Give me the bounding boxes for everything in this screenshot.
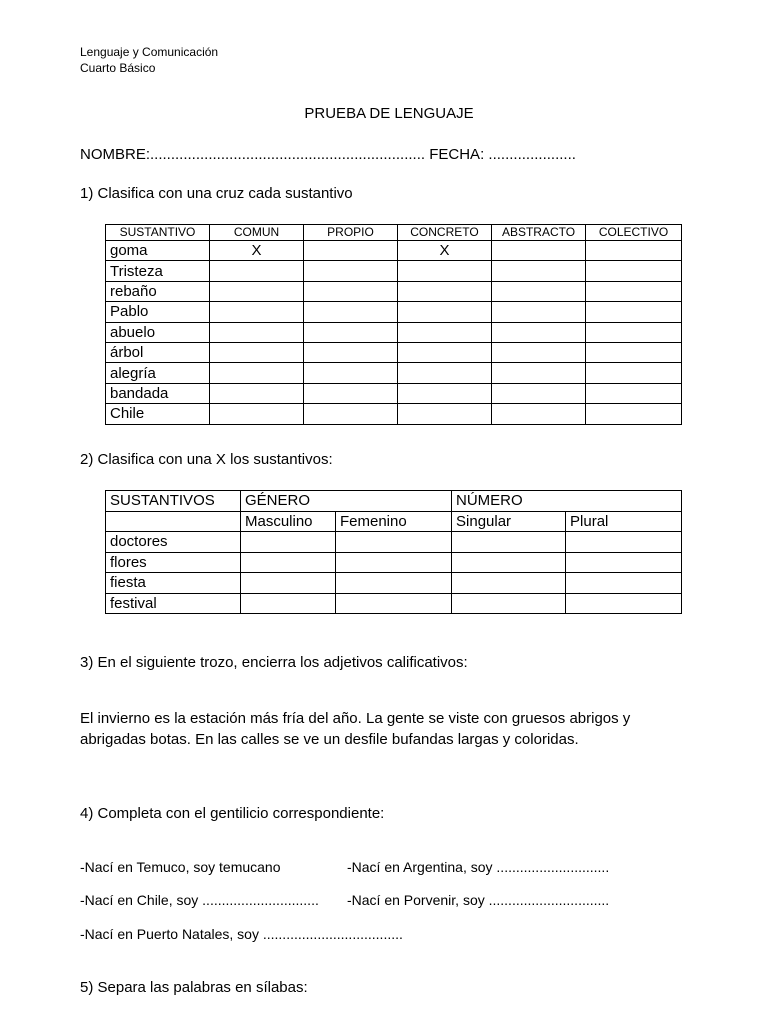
mark-cell[interactable] (304, 404, 398, 424)
mark-cell[interactable] (210, 281, 304, 301)
mark-cell[interactable] (210, 261, 304, 281)
table-row (106, 532, 682, 553)
mark-cell[interactable] (398, 261, 492, 281)
q1-prompt: 1) Clasifica con una cruz cada sustantivo (80, 185, 353, 202)
answer-cell[interactable] (566, 593, 682, 614)
noun-cell: fiesta (106, 573, 241, 594)
mark-cell[interactable] (586, 404, 682, 424)
mark-cell[interactable] (492, 241, 586, 261)
header-masculino: Masculino (241, 511, 336, 532)
header-plural: Plural (566, 511, 682, 532)
answer-cell[interactable] (566, 552, 682, 573)
mark-cell[interactable] (210, 383, 304, 403)
noun-cell: abuelo (106, 322, 210, 342)
header-sustantivos: SUSTANTIVOS (106, 491, 241, 512)
table-row (106, 281, 682, 301)
answer-cell[interactable] (336, 593, 452, 614)
answer-cell[interactable] (452, 573, 566, 594)
noun-cell: flores (106, 552, 241, 573)
answer-cell[interactable] (452, 593, 566, 614)
mark-cell[interactable] (398, 404, 492, 424)
mark-cell[interactable] (492, 342, 586, 362)
table-row (106, 241, 682, 261)
header-femenino: Femenino (336, 511, 452, 532)
answer-cell[interactable] (566, 532, 682, 553)
column-header: PROPIO (304, 225, 398, 241)
mark-cell[interactable] (398, 363, 492, 383)
mark-cell[interactable] (492, 261, 586, 281)
table-row (106, 261, 682, 281)
gentilicio-item: -Nací en Temuco, soy temucano (80, 859, 281, 875)
table-row (106, 404, 682, 424)
gentilicio-item: -Nací en Argentina, soy ............................. (347, 859, 610, 875)
column-header: COMUN (210, 225, 304, 241)
header-subject: Lenguaje y Comunicación (80, 45, 219, 59)
mark-cell[interactable] (492, 322, 586, 342)
table-row (106, 552, 682, 573)
table-row (106, 322, 682, 342)
mark-cell[interactable] (586, 302, 682, 322)
mark-cell[interactable] (304, 383, 398, 403)
noun-cell: doctores (106, 532, 241, 553)
noun-classification-table (105, 224, 682, 425)
column-header: ABSTRACTO (492, 225, 586, 241)
mark-cell[interactable] (210, 342, 304, 362)
table-row (106, 573, 682, 594)
mark-cell[interactable] (492, 302, 586, 322)
mark-cell[interactable] (398, 342, 492, 362)
header-grade: Cuarto Básico (80, 61, 156, 75)
noun-cell: bandada (106, 383, 210, 403)
gender-number-table (105, 490, 682, 614)
mark-cell[interactable] (586, 241, 682, 261)
gentilicio-item: -Nací en Porvenir, soy ............................... (347, 892, 610, 908)
mark-cell[interactable] (586, 383, 682, 403)
mark-cell[interactable] (492, 281, 586, 301)
q4-prompt: 4) Completa con el gentilicio correspondiente: (80, 805, 385, 822)
mark-cell[interactable] (210, 302, 304, 322)
mark-cell[interactable] (398, 322, 492, 342)
answer-cell[interactable] (336, 573, 452, 594)
mark-cell[interactable] (586, 322, 682, 342)
mark-cell[interactable] (304, 241, 398, 261)
mark-cell[interactable] (304, 322, 398, 342)
mark-cell[interactable] (304, 302, 398, 322)
mark-cell[interactable] (492, 404, 586, 424)
table-row (106, 363, 682, 383)
answer-cell[interactable] (566, 573, 682, 594)
mark-cell[interactable] (398, 383, 492, 403)
blank-cell (106, 511, 241, 532)
noun-cell: rebaño (106, 281, 210, 301)
table-row (106, 342, 682, 362)
column-header: COLECTIVO (586, 225, 682, 241)
noun-cell: alegría (106, 363, 210, 383)
q5-prompt: 5) Separa las palabras en sílabas: (80, 979, 308, 996)
table-row (106, 383, 682, 403)
noun-cell: goma (106, 241, 210, 261)
mark-cell[interactable]: X (398, 241, 492, 261)
answer-cell[interactable] (452, 552, 566, 573)
mark-cell[interactable] (304, 363, 398, 383)
mark-cell[interactable] (492, 363, 586, 383)
mark-cell[interactable] (586, 281, 682, 301)
mark-cell[interactable] (304, 281, 398, 301)
noun-cell: Tristeza (106, 261, 210, 281)
answer-cell[interactable] (336, 552, 452, 573)
name-date-line: NOMBRE:.................................................................. FECHA: ..................... (80, 146, 576, 163)
mark-cell[interactable] (586, 363, 682, 383)
gentilicio-item: -Nací en Chile, soy .............................. (80, 892, 319, 908)
q2-prompt: 2) Clasifica con una X los sustantivos: (80, 451, 333, 468)
mark-cell[interactable] (398, 302, 492, 322)
noun-cell: festival (106, 593, 241, 614)
mark-cell[interactable] (492, 383, 586, 403)
mark-cell[interactable] (586, 342, 682, 362)
answer-cell[interactable] (241, 593, 336, 614)
answer-cell[interactable] (336, 532, 452, 553)
header-singular: Singular (452, 511, 566, 532)
answer-cell[interactable] (452, 532, 566, 553)
table-row (106, 302, 682, 322)
mark-cell[interactable] (398, 281, 492, 301)
mark-cell[interactable] (586, 261, 682, 281)
mark-cell[interactable]: X (210, 241, 304, 261)
noun-cell: Pablo (106, 302, 210, 322)
table-row (106, 593, 682, 614)
column-header: SUSTANTIVO (106, 225, 210, 241)
q3-paragraph: El invierno es la estación más fría del año. La gente se viste con gruesos abrigos y abrigadas botas. En las calles se ve un desfile bufandas largas y coloridas. (80, 710, 631, 748)
header-numero: NÚMERO (452, 491, 682, 512)
mark-cell[interactable] (304, 261, 398, 281)
mark-cell[interactable] (210, 404, 304, 424)
gentilicio-item: -Nací en Puerto Natales, soy .................................... (80, 926, 403, 942)
q3-prompt: 3) En el siguiente trozo, encierra los adjetivos calificativos: (80, 654, 468, 671)
mark-cell[interactable] (210, 322, 304, 342)
column-header: CONCRETO (398, 225, 492, 241)
mark-cell[interactable] (210, 363, 304, 383)
header-genero: GÉNERO (241, 491, 452, 512)
noun-cell: árbol (106, 342, 210, 362)
mark-cell[interactable] (304, 342, 398, 362)
answer-cell[interactable] (241, 573, 336, 594)
answer-cell[interactable] (241, 552, 336, 573)
noun-cell: Chile (106, 404, 210, 424)
answer-cell[interactable] (241, 532, 336, 553)
page-title: PRUEBA DE LENGUAJE (304, 105, 474, 122)
